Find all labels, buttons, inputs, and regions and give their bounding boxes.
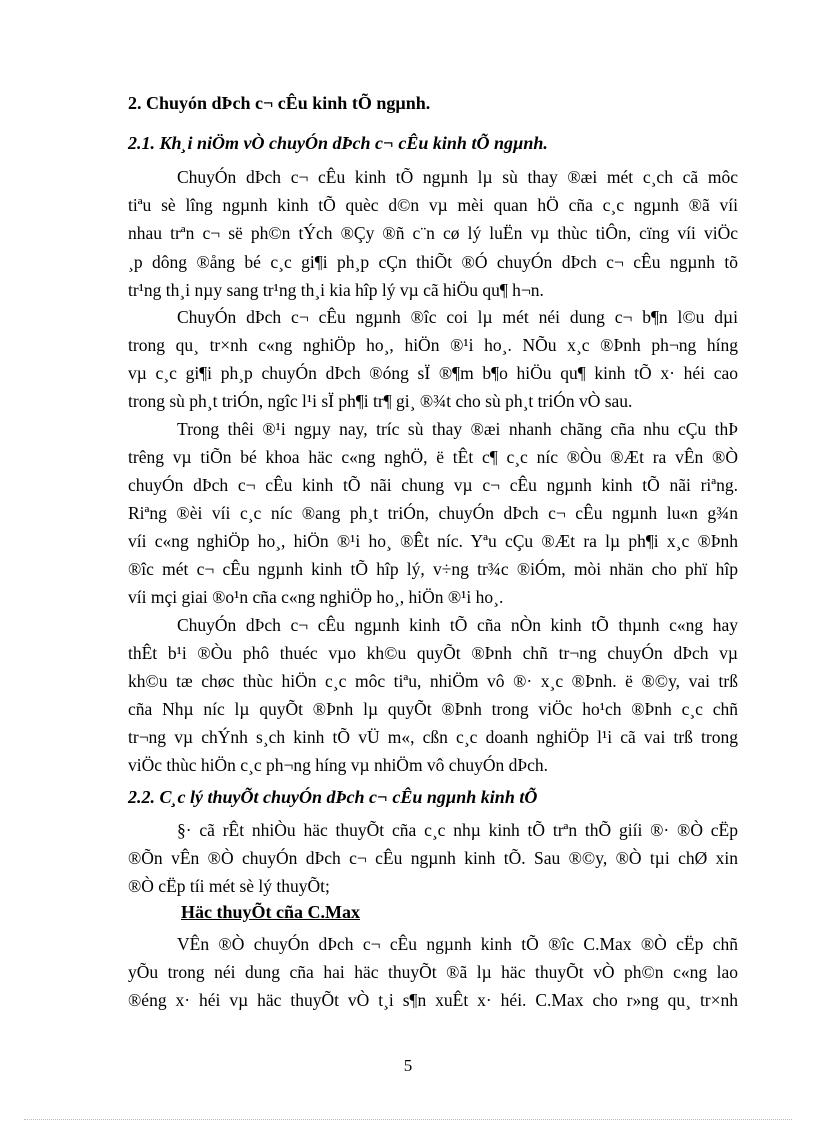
text-line: trong qu¸ tr×nh c«ng nghiÖp ho¸, hiÖn ®¹i ho¸. NÕu x¸c ®Þnh ph¬ng híng bbox=[128, 335, 738, 355]
text-line: tr¹ng th¸i nµy sang tr¹ng th¸i kia hîp lý vµ cã hiÖu qu¶ h¬n. bbox=[128, 280, 544, 300]
text-line: víi mçi giai ®o¹n cña c«ng nghiÖp ho¸, hiÖn ®¹i ho¸. bbox=[128, 587, 504, 607]
text-line: trong sù ph¸t triÓn, ngîc l¹i sÏ ph¶i tr¶ gi¸ ®¾t cho sù ph¸t triÓn vÒ sau. bbox=[128, 391, 633, 411]
text-line: chuyÓn dÞch c¬ cÊu kinh tÕ nãi chung vµ c¬ cÊu ngµnh kinh tÕ nãi riªng. bbox=[128, 475, 738, 495]
text-line: ®îc mét c¬ cÊu ngµnh kinh tÕ hîp lý, v÷ng tr¾c ®iÓm, mòi nhän cho phï hîp bbox=[128, 559, 738, 579]
subsection-title-concept: 2.1. Kh¸i niÖm vÒ chuyÓn dÞch c¬ cÊu kinh tÕ ngµnh. bbox=[128, 133, 548, 153]
text-line: ChuyÓn dÞch c¬ cÊu ngµnh ®îc coi lµ mét néi dung c¬ b¶n l©u dµi bbox=[177, 307, 738, 327]
text-line: ®Ò cËp tíi mét sè lý thuyÕt; bbox=[128, 876, 330, 896]
text-line: §· cã rÊt nhiÒu häc thuyÕt cña c¸c nhµ kinh tÕ trªn thÕ giíi ®· ®Ò cËp bbox=[177, 820, 738, 840]
text-line: yÕu trong néi dung cña hai häc thuyÕt ®ã lµ häc thuyÕt vÒ ph©n c«ng lao bbox=[128, 962, 738, 982]
text-line: thÊt b¹i ®Òu phô thuéc vµo kh©u quyÕt ®Þnh chñ tr¬ng chuyÓn dÞch vµ bbox=[128, 643, 738, 663]
text-line: VÊn ®Ò chuyÓn dÞch c¬ cÊu ngµnh kinh tÕ ®îc C.Max ®Ò cËp chñ bbox=[177, 934, 738, 954]
text-line: ®éng x· héi vµ häc thuyÕt vÒ t¸i s¶n xuÊt x· héi. C.Max cho r»ng qu¸ tr×nh bbox=[128, 990, 738, 1010]
text-line: nhau trªn c¬ së ph©n tÝch ®Çy ®ñ c¨n cø lý luËn vµ thùc tiÔn, cïng víi viÖc bbox=[128, 223, 738, 243]
text-line: Trong thêi ®¹i ngµy nay, tríc sù thay ®æi nhanh chãng cña nhu cÇu thÞ bbox=[177, 419, 738, 439]
text-line: víi c«ng nghiÖp ho¸, hiÖn ®¹i ho¸ ®Êt níc. Yªu cÇu ®Æt ra lµ ph¶i x¸c ®Þnh bbox=[128, 531, 738, 551]
text-line: ChuyÓn dÞch c¬ cÊu ngµnh kinh tÕ cña nÒn kinh tÕ thµnh c«ng hay bbox=[177, 615, 738, 635]
text-line: ¸p dông ®ång bé c¸c gi¶i ph¸p cÇn thiÕt ®Ó chuyÓn dÞch c¬ cÊu ngµnh tõ bbox=[128, 252, 738, 272]
text-line: Riªng ®èi víi c¸c níc ®ang ph¸t triÓn, chuyÓn dÞch c¬ cÊu ngµnh lu«n g¾n bbox=[128, 503, 738, 523]
text-line: viÖc thùc hiÖn c¸c ph¬ng híng vµ nhiÖm vô chuyÓn dÞch. bbox=[128, 755, 548, 775]
page-number: 5 bbox=[403, 1056, 413, 1075]
text-line: kh©u tæ chøc thùc hiÖn c¸c môc tiªu, nhiÖm vô ®· x¸c ®Þnh. ë ®©y, vai trß bbox=[128, 671, 738, 691]
text-line: ®Õn vÊn ®Ò chuyÓn dÞch c¬ cÊu ngµnh kinh tÕ. Sau ®©y, ®Ò tµi chØ xin bbox=[128, 848, 738, 868]
page-bottom-divider bbox=[24, 1119, 792, 1120]
text-line: tiªu sè lîng ngµnh kinh tÕ quèc d©n vµ mèi quan hÖ cña c¸c ngµnh ®ã víi bbox=[128, 195, 738, 215]
text-line: trêng vµ tiÕn bé khoa häc c«ng nghÖ, ë tÊt c¶ c¸c níc ®Òu ®Æt ra vÊn ®Ò bbox=[128, 447, 738, 467]
subsection-title-theories: 2.2. C¸c lý thuyÕt chuyÓn dÞch c¬ cÊu ngµnh kinh tÕ bbox=[128, 787, 538, 807]
text-line: ChuyÓn dÞch c¬ cÊu kinh tÕ ngµnh lµ sù thay ®æi mét c¸ch cã môc bbox=[177, 167, 738, 187]
theory-title-marx: Häc thuyÕt cña C.Max bbox=[181, 902, 360, 922]
text-line: vµ c¸c gi¶i ph¸p chuyÓn dÞch ®óng sÏ ®¶m b¶o hiÖu qu¶ kinh tÕ x· héi cao bbox=[128, 363, 738, 383]
text-line: tr¬ng vµ chÝnh s¸ch kinh tÕ vÜ m«, cßn c¸c doanh nghiÖp l¹i cã vai trß trong bbox=[128, 727, 738, 747]
section-title: 2. Chuyón dÞch c¬ cÊu kinh tÕ ngµnh. bbox=[128, 93, 431, 113]
text-line: cña Nhµ níc lµ quyÕt ®Þnh lµ quyÕt ®Þnh trong viÖc ho¹ch ®Þnh c¸c chñ bbox=[128, 699, 738, 719]
